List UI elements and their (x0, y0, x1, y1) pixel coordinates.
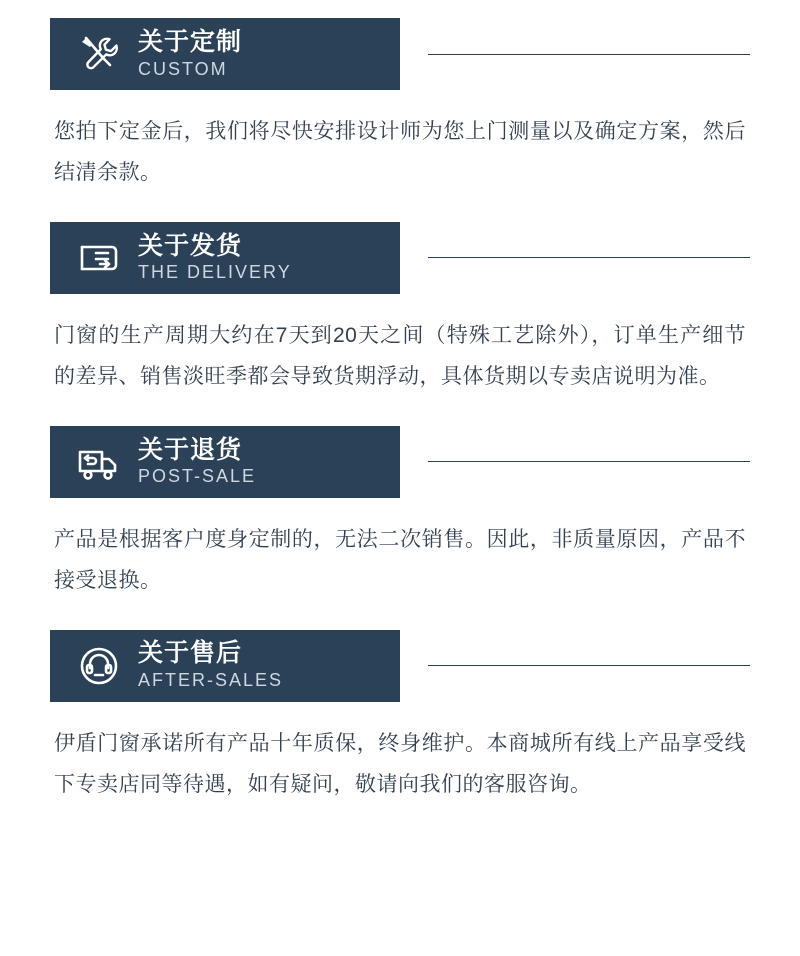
section-custom (50, 18, 750, 194)
header-divider (400, 426, 750, 498)
headset-support-icon (72, 639, 126, 693)
return-truck-icon (72, 435, 126, 489)
section-after-sales (50, 630, 750, 806)
section-title-cn: 关于售后 (138, 639, 243, 668)
section-title-en: AFTER-SALES (138, 670, 284, 691)
section-body: 您拍下定金后，我们将尽快安排设计师为您上门测量以及确定方案，然后结清余款。 (54, 120, 746, 184)
divider-line (428, 54, 750, 55)
header-badge (50, 222, 400, 294)
section-header (50, 630, 750, 702)
header-divider (400, 222, 750, 294)
section-header (50, 426, 750, 498)
header-badge (50, 630, 400, 702)
header-text (138, 232, 292, 284)
header-text (138, 436, 256, 488)
section-title-cn: 关于退货 (138, 435, 243, 464)
section-title-en: THE DELIVERY (138, 262, 292, 283)
section-return (50, 426, 750, 602)
divider-line (428, 665, 750, 666)
header-divider (400, 630, 750, 702)
section-header (50, 222, 750, 294)
header-text (138, 639, 283, 691)
section-body: 产品是根据客户度身定制的，无法二次销售。因此，非质量原因，产品不接受退换。 (54, 527, 746, 592)
section-header (50, 18, 750, 90)
section-body: 门窗的生产周期大约在7天到20天之间（特殊工艺除外），订单生产细节的差异、销售淡旺季都会导致货期浮动，具体货期以专卖店说明为准。 (54, 323, 746, 388)
header-badge (50, 18, 400, 90)
section-title-en: POST-SALE (138, 466, 257, 487)
section-title-cn: 关于发货 (138, 231, 243, 260)
header-divider (400, 18, 750, 90)
divider-line (428, 461, 750, 462)
section-body: 伊盾门窗承诺所有产品十年质保，终身维护。本商城所有线上产品享受线下专卖店同等待遇，如有疑问，敬请向我们的客服咨询。 (54, 731, 746, 796)
section-title-en: CUSTOM (138, 58, 228, 79)
delivery-box-arrow-icon (72, 231, 126, 285)
wrench-screwdriver-icon (72, 27, 126, 81)
divider-line (428, 257, 750, 258)
header-text (138, 28, 242, 80)
section-delivery (50, 222, 750, 398)
header-badge (50, 426, 400, 498)
section-title-cn: 关于定制 (138, 27, 243, 56)
